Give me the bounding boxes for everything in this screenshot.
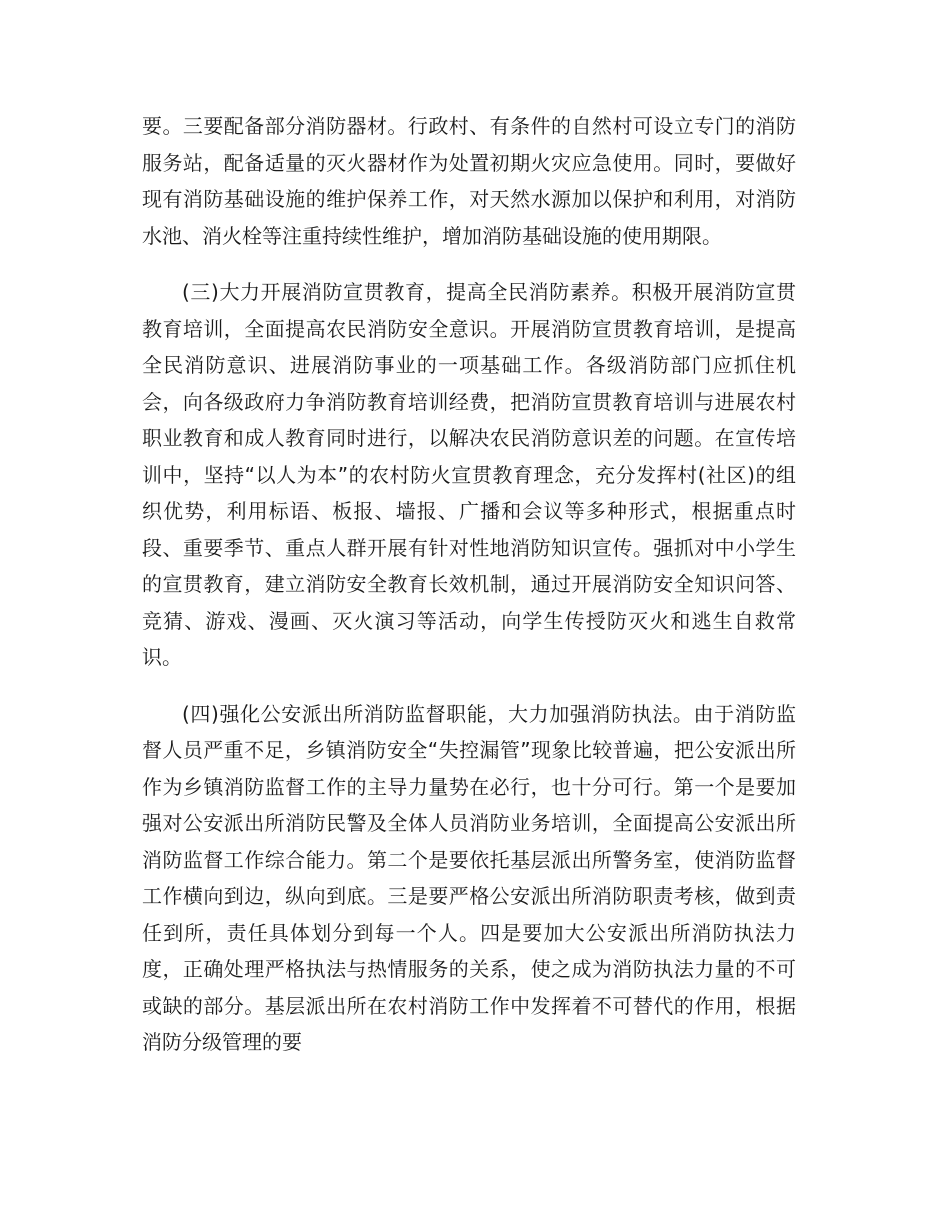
document-body <box>142 108 796 1061</box>
paragraph-gap <box>142 254 796 274</box>
paragraph-section-4: (四)强化公安派出所消防监督职能，大力加强消防执法。由于消防监督人员严重不足，乡镇消防安全“失控漏管”现象比较普遍，把公安派出所作为乡镇消防监督工作的主导力量势在必行，也十分可行。第一个是要加强对公安派出所消防民警及全体人员消防业务培训，全面提高公安派出所消防监督工作综合能力。第二个是要依托基层派出所警务室，使消防监督工作横向到边，纵向到底。三是要严格公安派出所消防职责考核，做到责任到所，责任具体划分到每一个人。四是要加大公安派出所消防执法力度，正确处理严格执法与热情服务的关系，使之成为消防执法力量的不可或缺的部分。基层派出所在农村消防工作中发挥着不可替代的作用，根据消防分级管理的要 <box>142 701 796 1054</box>
paragraph-equipment: 要。三要配备部分消防器材。行政村、有条件的自然村可设立专门的消防服务站，配备适量的灭火器材作为处置初期火灾应急使用。同时，要做好现有消防基础设施的维护保养工作，对天然水源加以保护和利用，对消防水池、消火栓等注重持续性维护，增加消防基础设施的使用期限。 <box>142 114 796 248</box>
paragraph-gap <box>142 676 796 696</box>
paragraph-section-3: (三)大力开展消防宣贯教育，提高全民消防素养。积极开展消防宣贯教育培训，全面提高农民消防安全意识。开展消防宣贯教育培训，是提高全民消防意识、进展消防事业的一项基础工作。各级消防部门应抓住机会，向各级政府力争消防教育培训经费，把消防宣贯教育培训与进展农村职业教育和成人教育同时进行，以解决农民消防意识差的问题。在宣传培训中，坚持“以人为本”的农村防火宣贯教育理念，充分发挥村(社区)的组织优势，利用标语、板报、墙报、广播和会议等多种形式，根据重点时段、重要季节、重点人群开展有针对性地消防知识宣传。强抓对中小学生的宣贯教育，建立消防安全教育长效机制，通过开展消防安全知识问答、竞猜、游戏、漫画、灭火演习等活动，向学生传授防灭火和逃生自救常识。 <box>142 280 796 669</box>
